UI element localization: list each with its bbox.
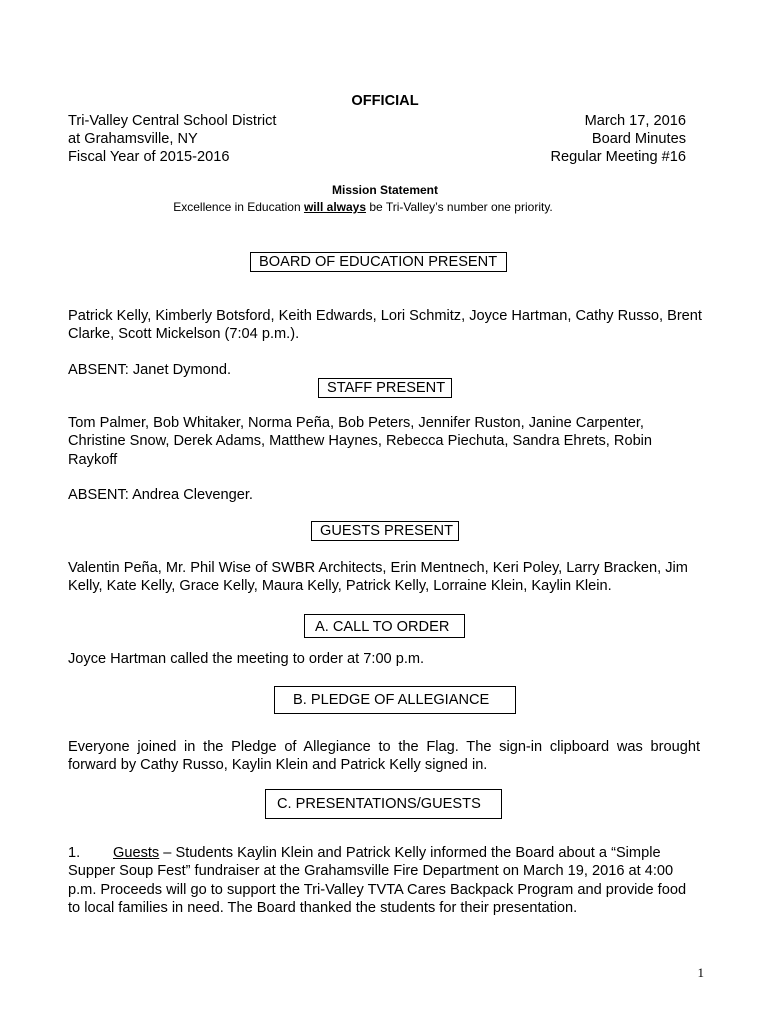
mission-statement xyxy=(0,200,726,214)
meeting-number: Regular Meeting #16 xyxy=(550,149,686,165)
item-text: – Students Kaylin Klein and Patrick Kelly informed the Board about a “Simple Supper Soup Fest” fundraiser at the Grahamsville Fire Department on March 19, 2016 at 4:00 p.m. Proceeds will go to support the Tri-Valley TVTA Cares Backpack Program and provide food to local families in need. The Board thanked the students for their presentation. xyxy=(68,845,687,916)
district-name: Tri-Valley Central School District xyxy=(68,113,277,129)
page-number: 1 xyxy=(697,965,704,980)
presentation-item xyxy=(68,844,698,917)
mission-text-before: Excellence in Education xyxy=(173,200,304,214)
call-to-order-heading: A. CALL TO ORDER xyxy=(304,614,465,638)
staff-present-list: Tom Palmer, Bob Whitaker, Norma Peña, Bob Peters, Jennifer Ruston, Janine Carpenter, Christine Snow, Derek Adams, Matthew Haynes, Rebecca Piechuta, Sandra Ehrets, Robin Raykoff xyxy=(68,415,653,468)
document-status: OFFICIAL xyxy=(351,93,419,109)
pledge-text: Everyone joined in the Pledge of Allegiance to the Flag. The sign-in clipboard was brought forward by Cathy Russo, Kaylin Klein and Patrick Kelly signed in. xyxy=(68,739,700,774)
item-number: 1. xyxy=(68,845,81,861)
presentations-heading: C. PRESENTATIONS/GUESTS xyxy=(265,789,502,819)
mission-emphasis: will always xyxy=(303,200,367,214)
guests-present-heading: GUESTS PRESENT xyxy=(311,521,459,541)
pledge-heading: B. PLEDGE OF ALLEGIANCE xyxy=(274,686,516,714)
board-present-list: Patrick Kelly, Kimberly Botsford, Keith Edwards, Lori Schmitz, Joyce Hartman, Cathy Russo, Brent Clarke, Scott Mickelson (7:04 p.m.). xyxy=(68,308,702,343)
document-type: Board Minutes xyxy=(591,131,686,147)
district-location: at Grahamsville, NY xyxy=(68,131,198,147)
fiscal-year: Fiscal Year of 2015-2016 xyxy=(68,149,230,165)
board-absent: ABSENT: Janet Dymond. xyxy=(68,362,232,378)
mission-title: Mission Statement xyxy=(331,183,439,197)
call-to-order-text: Joyce Hartman called the meeting to order at 7:00 p.m. xyxy=(68,651,425,667)
item-label: Guests xyxy=(113,845,160,861)
meeting-date: March 17, 2016 xyxy=(584,113,686,129)
mission-text-after: be Tri-Valley’s number one priority. xyxy=(366,200,553,214)
staff-absent: ABSENT: Andrea Clevenger. xyxy=(68,487,253,503)
guests-present-list: Valentin Peña, Mr. Phil Wise of SWBR Architects, Erin Mentnech, Keri Poley, Larry Bracken, Jim Kelly, Kate Kelly, Grace Kelly, Maura Kelly, Patrick Kelly, Lorraine Klein, Kaylin Klein. xyxy=(68,560,688,595)
staff-present-heading: STAFF PRESENT xyxy=(318,378,452,398)
board-present-heading: BOARD OF EDUCATION PRESENT xyxy=(250,252,507,272)
